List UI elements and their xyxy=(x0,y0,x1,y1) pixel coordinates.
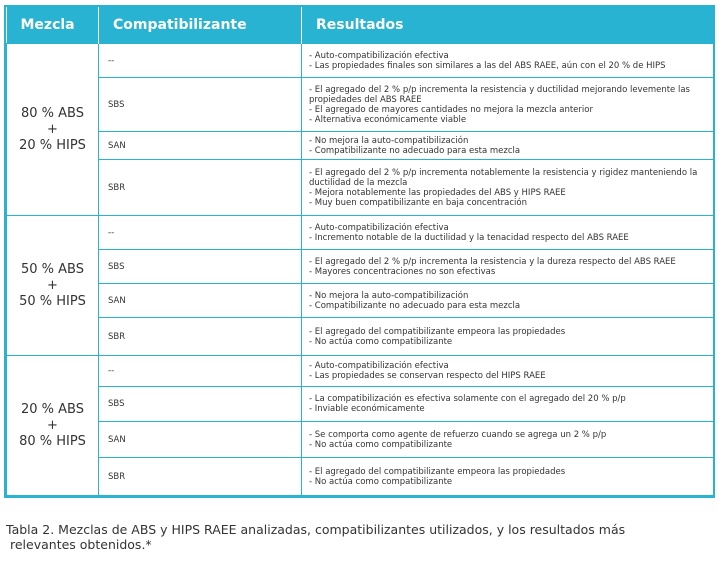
table-header-row xyxy=(7,7,714,44)
mix-line-1: 50 % ABS xyxy=(21,261,84,277)
result-line: - Inviable económicamente xyxy=(309,404,425,414)
results-table-frame xyxy=(4,5,715,498)
table-row xyxy=(7,160,714,216)
caption-line-2: relevantes obtenidos.* xyxy=(10,537,152,552)
results-cell xyxy=(302,356,714,387)
caption-line-1: Tabla 2. Mezclas de ABS y HIPS RAEE analizadas, compatibilizantes utilizados, y los resultados más xyxy=(6,522,626,537)
results-cell xyxy=(302,216,714,250)
result-line: - No mejora la auto-compatibilización xyxy=(309,290,469,301)
mix-plus: + xyxy=(47,277,58,293)
table-body xyxy=(7,44,714,496)
compat-cell: SBR xyxy=(99,458,302,496)
results-cell xyxy=(302,78,714,132)
compat-cell: SAN xyxy=(99,422,302,458)
table-row xyxy=(7,387,714,422)
result-line: - El agregado del 2 % p/p incrementa la resistencia y ductilidad mejorando levemente las propiedades del ABS RAEE xyxy=(309,84,690,105)
mix-plus: + xyxy=(47,121,58,137)
result-line: - Alternativa económicamente viable xyxy=(309,114,467,125)
results-cell xyxy=(302,44,714,78)
compat-cell: -- xyxy=(99,356,302,387)
result-line: - Las propiedades se conservan respecto del HIPS RAEE xyxy=(309,371,546,381)
compat-cell: -- xyxy=(99,216,302,250)
result-line: - Auto-compatibilización efectiva xyxy=(309,50,449,61)
mix-plus: + xyxy=(47,417,58,433)
results-cell xyxy=(302,250,714,284)
header-mezcla: Mezcla xyxy=(7,7,99,44)
compat-cell: SAN xyxy=(99,284,302,318)
result-line: - El agregado del compatibilizante empeora las propiedades xyxy=(309,466,566,477)
result-line: - El agregado del compatibilizante empeora las propiedades xyxy=(309,326,566,337)
mix-line-2: 20 % HIPS xyxy=(19,137,86,153)
result-line: - El agregado del 2 % p/p incrementa notablemente la resistencia y rigidez manteniendo la ductilidad de la mezcla xyxy=(309,167,698,188)
compat-cell: SBS xyxy=(99,78,302,132)
result-line: - No actúa como compatibilizante xyxy=(309,336,453,347)
result-line: - Mayores concentraciones no son efectivas xyxy=(309,266,496,277)
mix-cell xyxy=(7,44,99,216)
mix-line-2: 80 % HIPS xyxy=(19,433,86,449)
results-cell xyxy=(302,458,714,496)
results-table xyxy=(6,7,714,496)
mix-line-1: 20 % ABS xyxy=(21,401,84,417)
table-row xyxy=(7,422,714,458)
result-line: - Incremento notable de la ductilidad y la tenacidad respecto del ABS RAEE xyxy=(309,232,629,243)
result-line: - La compatibilización es efectiva solamente con el agregado del 20 % p/p xyxy=(309,394,626,404)
table-row xyxy=(7,318,714,356)
result-line: - No actúa como compatibilizante xyxy=(309,476,453,487)
header-compatibilizante: Compatibilizante xyxy=(99,7,302,44)
table-row xyxy=(7,284,714,318)
result-line: - El agregado de mayores cantidades no mejora la mezcla anterior xyxy=(309,104,593,115)
table-row xyxy=(7,356,714,387)
header-resultados: Resultados xyxy=(302,7,714,44)
table-row xyxy=(7,44,714,78)
table-row xyxy=(7,132,714,160)
result-line: - Las propiedades finales son similares a las del ABS RAEE, aún con el 20 % de HIPS xyxy=(309,60,666,71)
compat-cell: SAN xyxy=(99,132,302,160)
table-row xyxy=(7,458,714,496)
result-line: - No actúa como compatibilizante xyxy=(309,439,453,450)
results-cell xyxy=(302,387,714,422)
compat-cell: SBS xyxy=(99,250,302,284)
mix-cell xyxy=(7,216,99,356)
result-line: - Compatibilizante no adecuado para esta mezcla xyxy=(309,145,521,156)
result-line: - Muy buen compatibilizante en baja concentración xyxy=(309,197,527,208)
table-caption xyxy=(6,522,706,552)
result-line: - Compatibilizante no adecuado para esta mezcla xyxy=(309,300,521,311)
results-cell xyxy=(302,160,714,216)
table-row xyxy=(7,78,714,132)
table-row xyxy=(7,216,714,250)
compat-cell: -- xyxy=(99,44,302,78)
results-cell xyxy=(302,132,714,160)
result-line: - Auto-compatibilización efectiva xyxy=(309,222,449,233)
result-line: - Auto-compatibilización efectiva xyxy=(309,361,449,371)
results-cell xyxy=(302,284,714,318)
results-cell xyxy=(302,422,714,458)
compat-cell: SBS xyxy=(99,387,302,422)
result-line: - Mejora notablemente las propiedades del ABS y HIPS RAEE xyxy=(309,187,566,198)
compat-cell: SBR xyxy=(99,318,302,356)
mix-line-2: 50 % HIPS xyxy=(19,293,86,309)
result-line: - No mejora la auto-compatibilización xyxy=(309,135,469,146)
result-line: - Se comporta como agente de refuerzo cuando se agrega un 2 % p/p xyxy=(309,429,607,440)
results-cell xyxy=(302,318,714,356)
table-row xyxy=(7,250,714,284)
result-line: - El agregado del 2 % p/p incrementa la resistencia y la dureza respecto del ABS RAEE xyxy=(309,256,676,267)
mix-line-1: 80 % ABS xyxy=(21,105,84,121)
mix-cell xyxy=(7,356,99,496)
compat-cell: SBR xyxy=(99,160,302,216)
